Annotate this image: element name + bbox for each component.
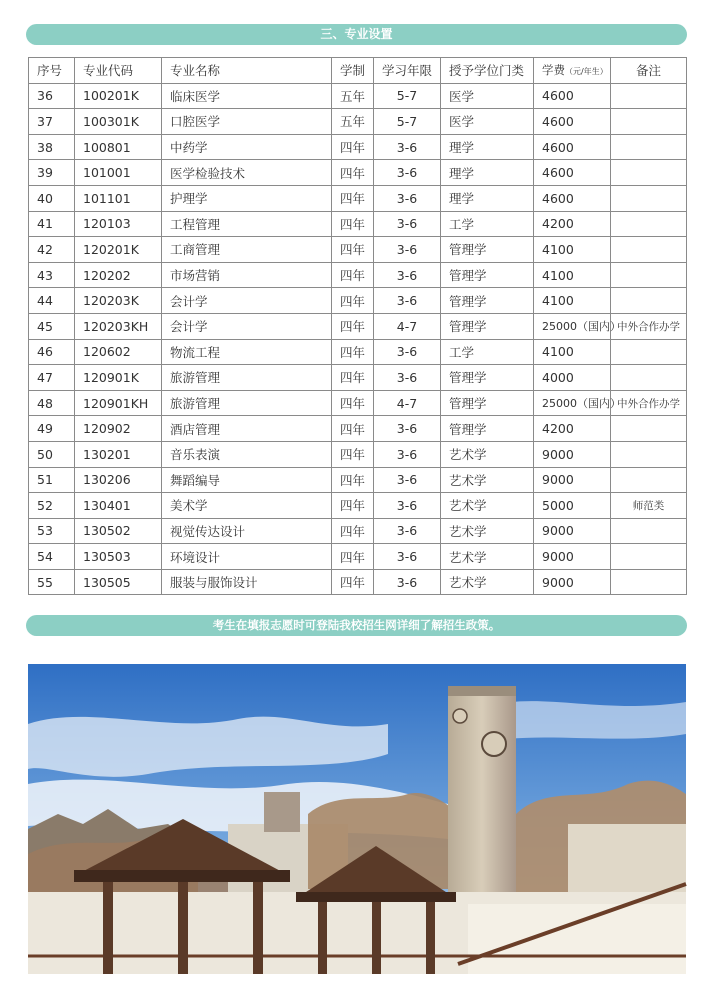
cell-degree: 医学 <box>441 109 534 135</box>
header-length: 学制 <box>332 58 374 84</box>
cell-major-name: 会计学 <box>162 288 332 314</box>
table-row <box>29 493 687 519</box>
header-seq: 序号 <box>29 58 75 84</box>
table-row <box>29 569 687 595</box>
campus-photo <box>28 664 686 974</box>
cell-major-name: 旅游管理 <box>162 365 332 391</box>
table-row <box>29 339 687 365</box>
cell-years: 5-7 <box>374 109 441 135</box>
header-code: 专业代码 <box>75 58 162 84</box>
cell-code: 120103 <box>75 211 162 237</box>
cell-seq: 38 <box>29 134 75 160</box>
footer-note: 考生在填报志愿时可登陆我校招生网详细了解招生政策。 <box>26 615 687 636</box>
cell-length: 四年 <box>332 416 374 442</box>
cell-degree: 艺术学 <box>441 441 534 467</box>
cell-note: 中外合作办学 <box>611 313 687 339</box>
cell-major-name: 工商管理 <box>162 237 332 263</box>
cell-seq: 39 <box>29 160 75 186</box>
cell-degree: 理学 <box>441 185 534 211</box>
header-years: 学习年限 <box>374 58 441 84</box>
cell-code: 101001 <box>75 160 162 186</box>
cell-note <box>611 544 687 570</box>
cell-length: 四年 <box>332 569 374 595</box>
pavilion-post <box>253 882 263 974</box>
cell-length: 四年 <box>332 365 374 391</box>
majors-table <box>28 57 687 595</box>
cell-fee: 4200 <box>534 416 611 442</box>
cell-length: 四年 <box>332 262 374 288</box>
cell-major-name: 中药学 <box>162 134 332 160</box>
cell-fee: 4200 <box>534 211 611 237</box>
cell-degree: 管理学 <box>441 237 534 263</box>
table-row <box>29 211 687 237</box>
cell-major-name: 护理学 <box>162 185 332 211</box>
cell-length: 四年 <box>332 339 374 365</box>
cell-note: 中外合作办学 <box>611 390 687 416</box>
cell-seq: 52 <box>29 493 75 519</box>
steps <box>468 904 686 974</box>
cell-seq: 49 <box>29 416 75 442</box>
cell-major-name: 环境设计 <box>162 544 332 570</box>
cell-years: 4-7 <box>374 313 441 339</box>
section-title: 三、专业设置 <box>26 24 687 45</box>
cell-degree: 管理学 <box>441 262 534 288</box>
header-fee-unit: （元/年生） <box>565 67 608 77</box>
cell-major-name: 酒店管理 <box>162 416 332 442</box>
building <box>264 792 300 832</box>
cell-years: 3-6 <box>374 288 441 314</box>
cell-note <box>611 365 687 391</box>
cell-note <box>611 569 687 595</box>
cell-fee: 4600 <box>534 109 611 135</box>
cell-code: 130503 <box>75 544 162 570</box>
building-right <box>568 824 686 894</box>
cell-major-name: 物流工程 <box>162 339 332 365</box>
cell-years: 4-7 <box>374 390 441 416</box>
cell-years: 3-6 <box>374 416 441 442</box>
cell-seq: 50 <box>29 441 75 467</box>
pavilion-post <box>103 882 113 974</box>
cell-degree: 管理学 <box>441 390 534 416</box>
cell-seq: 37 <box>29 109 75 135</box>
cell-degree: 理学 <box>441 160 534 186</box>
table-row <box>29 390 687 416</box>
cell-major-name: 市场营销 <box>162 262 332 288</box>
cell-note <box>611 134 687 160</box>
cell-note <box>611 109 687 135</box>
cell-years: 3-6 <box>374 185 441 211</box>
cell-seq: 53 <box>29 518 75 544</box>
cell-length: 四年 <box>332 313 374 339</box>
cell-years: 3-6 <box>374 237 441 263</box>
cell-seq: 41 <box>29 211 75 237</box>
cell-seq: 36 <box>29 83 75 109</box>
cell-years: 3-6 <box>374 493 441 519</box>
cell-note <box>611 288 687 314</box>
pavilion-post <box>318 902 327 974</box>
cell-seq: 48 <box>29 390 75 416</box>
cell-code: 130206 <box>75 467 162 493</box>
cell-seq: 45 <box>29 313 75 339</box>
cell-code: 100801 <box>75 134 162 160</box>
cell-length: 五年 <box>332 83 374 109</box>
cell-length: 四年 <box>332 211 374 237</box>
cell-fee: 25000（国内） <box>534 313 611 339</box>
cell-years: 3-6 <box>374 339 441 365</box>
cell-major-name: 舞蹈编导 <box>162 467 332 493</box>
table-row <box>29 185 687 211</box>
cell-code: 120203K <box>75 288 162 314</box>
cell-years: 3-6 <box>374 569 441 595</box>
cell-note <box>611 262 687 288</box>
cell-years: 3-6 <box>374 134 441 160</box>
pavilion-eave <box>296 892 456 902</box>
table-row <box>29 237 687 263</box>
cell-code: 101101 <box>75 185 162 211</box>
cell-length: 四年 <box>332 518 374 544</box>
cell-note: 师范类 <box>611 493 687 519</box>
cell-seq: 43 <box>29 262 75 288</box>
cell-fee: 4100 <box>534 288 611 314</box>
table-row <box>29 441 687 467</box>
cell-fee: 4100 <box>534 237 611 263</box>
clock-tower-top <box>448 686 516 696</box>
cell-fee: 4100 <box>534 339 611 365</box>
cell-major-name: 医学检验技术 <box>162 160 332 186</box>
pavilion-post <box>372 902 381 974</box>
table-row <box>29 288 687 314</box>
cell-code: 120902 <box>75 416 162 442</box>
cell-code: 120203KH <box>75 313 162 339</box>
cell-code: 130201 <box>75 441 162 467</box>
pavilion-post <box>426 902 435 974</box>
cell-note <box>611 467 687 493</box>
table-row <box>29 365 687 391</box>
cell-note <box>611 185 687 211</box>
cell-length: 四年 <box>332 441 374 467</box>
cell-seq: 46 <box>29 339 75 365</box>
cell-seq: 54 <box>29 544 75 570</box>
header-fee-label: 学费 <box>542 63 565 78</box>
table-header-row <box>29 58 687 84</box>
cell-fee: 4600 <box>534 134 611 160</box>
cell-fee: 9000 <box>534 441 611 467</box>
cell-code: 100201K <box>75 83 162 109</box>
cell-fee: 9000 <box>534 544 611 570</box>
table-row <box>29 313 687 339</box>
cell-code: 120901KH <box>75 390 162 416</box>
cell-length: 四年 <box>332 237 374 263</box>
table-row <box>29 109 687 135</box>
cell-major-name: 口腔医学 <box>162 109 332 135</box>
cell-note <box>611 237 687 263</box>
cell-length: 四年 <box>332 288 374 314</box>
cell-fee: 4600 <box>534 83 611 109</box>
table-row <box>29 467 687 493</box>
cell-length: 四年 <box>332 493 374 519</box>
cell-seq: 44 <box>29 288 75 314</box>
cell-years: 5-7 <box>374 83 441 109</box>
cell-degree: 管理学 <box>441 288 534 314</box>
cell-degree: 艺术学 <box>441 518 534 544</box>
cell-length: 四年 <box>332 134 374 160</box>
cell-code: 130401 <box>75 493 162 519</box>
header-note: 备注 <box>611 58 687 84</box>
table-row <box>29 160 687 186</box>
cell-code: 120201K <box>75 237 162 263</box>
clock-icon <box>482 732 506 756</box>
cell-fee: 4600 <box>534 160 611 186</box>
cell-major-name: 视觉传达设计 <box>162 518 332 544</box>
cell-degree: 理学 <box>441 134 534 160</box>
cell-major-name: 服装与服饰设计 <box>162 569 332 595</box>
cell-years: 3-6 <box>374 365 441 391</box>
cell-fee: 5000 <box>534 493 611 519</box>
cell-major-name: 美术学 <box>162 493 332 519</box>
cloud <box>498 701 686 739</box>
cell-years: 3-6 <box>374 518 441 544</box>
cell-years: 3-6 <box>374 160 441 186</box>
cell-seq: 42 <box>29 237 75 263</box>
table-row <box>29 416 687 442</box>
cell-degree: 工学 <box>441 339 534 365</box>
cell-seq: 51 <box>29 467 75 493</box>
cell-fee: 4000 <box>534 365 611 391</box>
cell-note <box>611 339 687 365</box>
cell-code: 130502 <box>75 518 162 544</box>
cell-degree: 艺术学 <box>441 569 534 595</box>
table-row <box>29 262 687 288</box>
table-row <box>29 134 687 160</box>
clock-icon <box>453 709 467 723</box>
cell-fee: 25000（国内） <box>534 390 611 416</box>
cell-years: 3-6 <box>374 211 441 237</box>
cell-degree: 艺术学 <box>441 544 534 570</box>
cell-major-name: 临床医学 <box>162 83 332 109</box>
cell-major-name: 旅游管理 <box>162 390 332 416</box>
table-row <box>29 544 687 570</box>
cell-degree: 管理学 <box>441 313 534 339</box>
cell-code: 100301K <box>75 109 162 135</box>
cell-code: 120901K <box>75 365 162 391</box>
header-fee <box>534 58 611 84</box>
cell-seq: 40 <box>29 185 75 211</box>
cell-note <box>611 416 687 442</box>
cell-note <box>611 83 687 109</box>
cell-degree: 工学 <box>441 211 534 237</box>
cell-code: 120602 <box>75 339 162 365</box>
cell-major-name: 会计学 <box>162 313 332 339</box>
header-degree: 授予学位门类 <box>441 58 534 84</box>
cell-fee: 9000 <box>534 467 611 493</box>
cell-years: 3-6 <box>374 544 441 570</box>
cell-years: 3-6 <box>374 441 441 467</box>
table-row <box>29 83 687 109</box>
cell-length: 四年 <box>332 185 374 211</box>
cell-degree: 管理学 <box>441 365 534 391</box>
cell-length: 四年 <box>332 390 374 416</box>
cell-years: 3-6 <box>374 262 441 288</box>
cell-fee: 9000 <box>534 518 611 544</box>
cell-length: 四年 <box>332 467 374 493</box>
cell-seq: 55 <box>29 569 75 595</box>
cell-note <box>611 160 687 186</box>
cell-note <box>611 211 687 237</box>
cell-code: 120202 <box>75 262 162 288</box>
cell-note <box>611 441 687 467</box>
cell-major-name: 音乐表演 <box>162 441 332 467</box>
cell-degree: 管理学 <box>441 416 534 442</box>
cell-degree: 艺术学 <box>441 467 534 493</box>
pavilion-post <box>178 882 188 974</box>
cell-major-name: 工程管理 <box>162 211 332 237</box>
cell-length: 五年 <box>332 109 374 135</box>
cell-length: 四年 <box>332 544 374 570</box>
cell-fee: 9000 <box>534 569 611 595</box>
cell-seq: 47 <box>29 365 75 391</box>
cell-degree: 艺术学 <box>441 493 534 519</box>
table-row <box>29 518 687 544</box>
pavilion-eave <box>74 870 290 882</box>
cell-length: 四年 <box>332 160 374 186</box>
cell-fee: 4100 <box>534 262 611 288</box>
cell-years: 3-6 <box>374 467 441 493</box>
cell-fee: 4600 <box>534 185 611 211</box>
header-name: 专业名称 <box>162 58 332 84</box>
cell-degree: 医学 <box>441 83 534 109</box>
cell-code: 130505 <box>75 569 162 595</box>
cell-note <box>611 518 687 544</box>
campus-photo-illustration <box>28 664 686 974</box>
